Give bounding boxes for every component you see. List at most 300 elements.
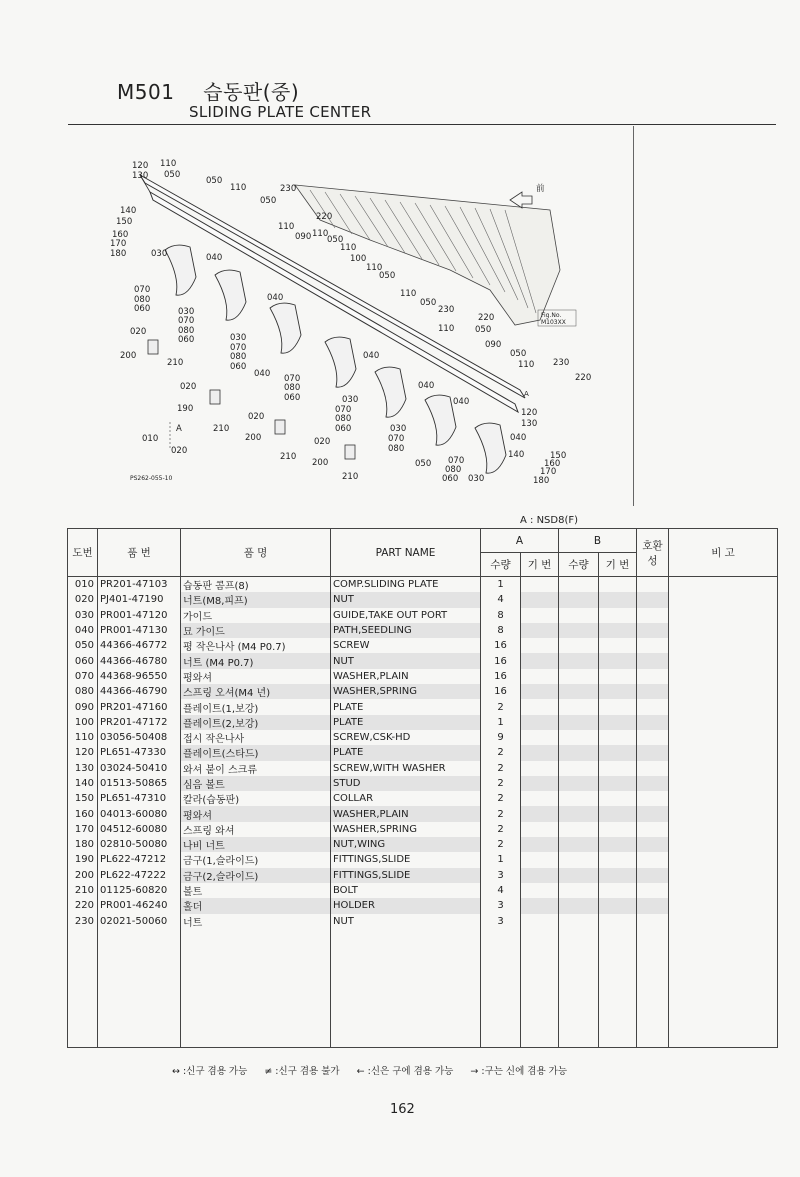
cell-part-name: WASHER,SPRING: [331, 822, 481, 837]
cell-qty-b: [559, 608, 599, 623]
cell-part-name: SCREW,CSK-HD: [331, 730, 481, 745]
cell-base-a: [521, 699, 559, 714]
header-a-qty: 수량: [481, 553, 521, 577]
cell-base-a: [521, 577, 559, 593]
seedling-guides: [165, 245, 506, 473]
cell-compat: [637, 730, 669, 745]
cell-name-kr: 칼라(습동판): [181, 791, 331, 806]
svg-text:030: 030: [342, 395, 359, 405]
cell-base-b: [599, 653, 637, 668]
diagram-separator: [633, 126, 634, 506]
svg-text:080: 080: [445, 465, 462, 475]
header-group-a: A: [481, 529, 559, 553]
svg-text:070: 070: [388, 434, 405, 444]
svg-text:030: 030: [151, 249, 168, 259]
cell-part-name: COLLAR: [331, 791, 481, 806]
svg-text:170: 170: [540, 467, 557, 477]
cell-base-a: [521, 592, 559, 607]
cell-qty-b: [559, 852, 599, 867]
cell-part-name: NUT: [331, 653, 481, 668]
svg-text:220: 220: [478, 313, 495, 323]
svg-text:060: 060: [284, 393, 301, 403]
header-part-name: PART NAME: [331, 529, 481, 577]
table-row: [68, 868, 778, 883]
svg-text:180: 180: [533, 476, 550, 486]
empty-cell: [98, 929, 181, 1048]
cell-base-a: [521, 852, 559, 867]
cell-compat: [637, 684, 669, 699]
cell-name-kr: 스프링 오셔(M4 년): [181, 684, 331, 699]
cell-remarks: [669, 868, 778, 883]
cell-part-no: PL651-47310: [98, 791, 181, 806]
cell-qty-a: 2: [481, 776, 521, 791]
cell-part-no: PL622-47222: [98, 868, 181, 883]
cell-name-kr: 금구(1,슬라이드): [181, 852, 331, 867]
svg-text:080: 080: [284, 383, 301, 393]
cell-part-name: COMP.SLIDING PLATE: [331, 577, 481, 593]
empty-cell: [481, 929, 521, 1048]
exploded-parts-diagram: [110, 150, 620, 500]
cell-qty-b: [559, 914, 599, 929]
svg-text:070: 070: [335, 405, 352, 415]
cell-part-no: 01125-60820: [98, 883, 181, 898]
svg-text:070: 070: [178, 316, 195, 326]
svg-text:170: 170: [110, 239, 127, 249]
svg-text:前: 前: [536, 184, 545, 194]
cell-part-no: PL622-47212: [98, 852, 181, 867]
svg-text:210: 210: [280, 452, 297, 462]
cell-qty-a: 3: [481, 914, 521, 929]
svg-text:210: 210: [167, 358, 184, 368]
cell-part-name: GUIDE,TAKE OUT PORT: [331, 608, 481, 623]
svg-text:030: 030: [390, 424, 407, 434]
cell-part-name: FITTINGS,SLIDE: [331, 868, 481, 883]
cell-part-name: WASHER,SPRING: [331, 684, 481, 699]
svg-text:060: 060: [335, 424, 352, 434]
cell-part-no: PR201-47160: [98, 699, 181, 714]
svg-text:230: 230: [438, 305, 455, 315]
cell-qty-a: 2: [481, 806, 521, 821]
svg-text:110: 110: [230, 183, 247, 193]
cell-base-b: [599, 822, 637, 837]
cell-base-a: [521, 745, 559, 760]
cell-part-name: HOLDER: [331, 898, 481, 913]
cell-no: 130: [68, 761, 98, 776]
empty-cell: [331, 929, 481, 1048]
table-row: [68, 776, 778, 791]
cell-base-a: [521, 638, 559, 653]
front-arrow: [510, 183, 545, 208]
cell-base-b: [599, 761, 637, 776]
cell-no: 170: [68, 822, 98, 837]
cell-name-kr: 홀더: [181, 898, 331, 913]
cell-remarks: [669, 699, 778, 714]
cell-part-name: WASHER,PLAIN: [331, 669, 481, 684]
cell-compat: [637, 791, 669, 806]
cell-remarks: [669, 577, 778, 593]
cell-qty-a: 4: [481, 883, 521, 898]
svg-text:110: 110: [518, 360, 535, 370]
cell-remarks: [669, 898, 778, 913]
svg-text:080: 080: [178, 326, 195, 336]
cell-part-name: PATH,SEEDLING: [331, 623, 481, 638]
svg-text:200: 200: [312, 458, 329, 468]
cell-remarks: [669, 608, 778, 623]
table-row: [68, 761, 778, 776]
table-row: [68, 806, 778, 821]
svg-text:090: 090: [485, 340, 502, 350]
svg-text:030: 030: [178, 307, 195, 317]
cell-name-kr: 플레이트(1,보강): [181, 699, 331, 714]
header-a-base: 기 번: [521, 553, 559, 577]
table-row: [68, 837, 778, 852]
svg-text:080: 080: [388, 444, 405, 454]
cell-part-no: 44368-96550: [98, 669, 181, 684]
svg-text:A: A: [176, 424, 182, 434]
cell-no: 120: [68, 745, 98, 760]
cell-remarks: [669, 914, 778, 929]
cell-no: 220: [68, 898, 98, 913]
cell-qty-a: 3: [481, 868, 521, 883]
cell-qty-b: [559, 638, 599, 653]
cell-remarks: [669, 806, 778, 821]
cell-compat: [637, 868, 669, 883]
cell-name-kr: 너트(M8,피프): [181, 592, 331, 607]
svg-text:050: 050: [327, 235, 344, 245]
cell-base-b: [599, 852, 637, 867]
legend-item: ← :신은 구에 겸용 가능: [356, 1066, 454, 1077]
table-row: [68, 577, 778, 593]
empty-cell: [637, 929, 669, 1048]
cell-name-kr: 습동판 콤프(8): [181, 577, 331, 593]
empty-cell: [68, 929, 98, 1048]
cell-part-no: PR001-46240: [98, 898, 181, 913]
table-row: [68, 791, 778, 806]
parts-table: [67, 528, 778, 1048]
table-row: [68, 914, 778, 929]
compatibility-legend: [172, 1063, 581, 1077]
cell-compat: [637, 592, 669, 607]
cell-remarks: [669, 822, 778, 837]
cell-base-a: [521, 791, 559, 806]
header-part-no: 품 번: [98, 529, 181, 577]
cell-remarks: [669, 776, 778, 791]
cell-name-kr: 와셔 붙이 스크류: [181, 761, 331, 776]
svg-text:060: 060: [230, 362, 247, 372]
cell-base-b: [599, 914, 637, 929]
svg-text:060: 060: [134, 304, 151, 314]
table-row: [68, 822, 778, 837]
cell-compat: [637, 776, 669, 791]
cell-remarks: [669, 730, 778, 745]
cell-no: 100: [68, 715, 98, 730]
header-group-b: B: [559, 529, 637, 553]
cell-base-a: [521, 730, 559, 745]
svg-text:040: 040: [418, 381, 435, 391]
svg-text:050: 050: [415, 459, 432, 469]
svg-text:230: 230: [280, 184, 297, 194]
svg-text:210: 210: [342, 472, 359, 482]
svg-text:050: 050: [510, 349, 527, 359]
empty-cell: [521, 929, 559, 1048]
cell-remarks: [669, 653, 778, 668]
cell-compat: [637, 883, 669, 898]
svg-text:150: 150: [116, 217, 133, 227]
cell-name-kr: 너트 (M4 P0.7): [181, 653, 331, 668]
cell-name-kr: 평와셔: [181, 806, 331, 821]
table-row: [68, 638, 778, 653]
cell-compat: [637, 577, 669, 593]
svg-text:080: 080: [230, 352, 247, 362]
cell-qty-b: [559, 684, 599, 699]
cell-base-b: [599, 791, 637, 806]
empty-cell: [599, 929, 637, 1048]
cell-base-b: [599, 837, 637, 852]
cell-qty-b: [559, 776, 599, 791]
cell-base-a: [521, 822, 559, 837]
cell-base-b: [599, 745, 637, 760]
cell-base-a: [521, 776, 559, 791]
cell-no: 050: [68, 638, 98, 653]
cell-qty-a: 16: [481, 669, 521, 684]
header-compat: 호환성: [637, 529, 669, 577]
cell-qty-b: [559, 868, 599, 883]
cell-qty-b: [559, 745, 599, 760]
cell-no: 040: [68, 623, 98, 638]
cell-remarks: [669, 852, 778, 867]
cell-no: 200: [68, 868, 98, 883]
page-number: 162: [390, 1102, 415, 1117]
cell-compat: [637, 852, 669, 867]
legend-item: ≠ :신구 겸용 불가: [264, 1066, 340, 1077]
cell-base-b: [599, 806, 637, 821]
cell-name-kr: 평 작은나사 (M4 P0.7): [181, 638, 331, 653]
cell-qty-a: 2: [481, 761, 521, 776]
cell-no: 180: [68, 837, 98, 852]
svg-text:200: 200: [245, 433, 262, 443]
cell-base-a: [521, 608, 559, 623]
cell-compat: [637, 761, 669, 776]
cell-base-b: [599, 898, 637, 913]
parts-table-body: [68, 577, 778, 1048]
table-row: [68, 653, 778, 668]
svg-text:070: 070: [284, 374, 301, 384]
cell-base-a: [521, 868, 559, 883]
fig-label: [538, 310, 576, 326]
cell-part-no: 03056-50408: [98, 730, 181, 745]
cell-qty-a: 3: [481, 898, 521, 913]
cell-qty-a: 2: [481, 791, 521, 806]
svg-text:150: 150: [550, 451, 567, 461]
svg-text:050: 050: [260, 196, 277, 206]
cell-remarks: [669, 761, 778, 776]
svg-text:A: A: [524, 390, 529, 398]
cell-name-kr: 플레이트(스타드): [181, 745, 331, 760]
cell-qty-a: 2: [481, 822, 521, 837]
cell-part-no: 03024-50410: [98, 761, 181, 776]
cell-qty-b: [559, 623, 599, 638]
legend-item: → :구는 신에 겸용 가능: [470, 1066, 567, 1077]
cell-remarks: [669, 745, 778, 760]
table-filler-row: [68, 929, 778, 1048]
cell-qty-a: 1: [481, 577, 521, 593]
svg-text:040: 040: [254, 369, 271, 379]
cell-qty-a: 16: [481, 653, 521, 668]
svg-text:110: 110: [312, 229, 329, 239]
svg-text:110: 110: [366, 263, 383, 273]
cell-no: 150: [68, 791, 98, 806]
cell-base-b: [599, 608, 637, 623]
svg-text:030: 030: [230, 333, 247, 343]
model-legend: A : NSD8(F): [520, 515, 579, 526]
header-remarks: 비 고: [669, 529, 778, 577]
cell-no: 190: [68, 852, 98, 867]
cell-qty-a: 8: [481, 623, 521, 638]
cell-remarks: [669, 837, 778, 852]
cell-base-b: [599, 715, 637, 730]
svg-text:220: 220: [316, 212, 333, 222]
cell-base-a: [521, 761, 559, 776]
cell-part-no: PR201-47103: [98, 577, 181, 593]
svg-text:050: 050: [206, 176, 223, 186]
svg-text:230: 230: [553, 358, 570, 368]
svg-text:040: 040: [510, 433, 527, 443]
cell-name-kr: 나비 너트: [181, 837, 331, 852]
svg-text:M103XX: M103XX: [541, 319, 566, 326]
cell-part-name: SCREW: [331, 638, 481, 653]
cell-qty-a: 2: [481, 837, 521, 852]
cell-part-no: 02021-50060: [98, 914, 181, 929]
cell-part-no: 44366-46780: [98, 653, 181, 668]
svg-text:030: 030: [468, 474, 485, 484]
cell-part-name: PLATE: [331, 715, 481, 730]
table-row: [68, 898, 778, 913]
svg-text:110: 110: [160, 159, 177, 169]
svg-text:020: 020: [171, 446, 188, 456]
cell-qty-a: 1: [481, 852, 521, 867]
cell-base-b: [599, 776, 637, 791]
cell-base-a: [521, 684, 559, 699]
cell-part-no: 44366-46772: [98, 638, 181, 653]
cell-compat: [637, 638, 669, 653]
cell-qty-b: [559, 669, 599, 684]
page-subtitle: SLIDING PLATE CENTER: [189, 103, 372, 121]
cell-base-b: [599, 623, 637, 638]
cell-base-a: [521, 806, 559, 821]
detail-a: [142, 422, 187, 456]
cell-name-kr: 가이드: [181, 608, 331, 623]
svg-text:040: 040: [267, 293, 284, 303]
cell-base-a: [521, 653, 559, 668]
cell-compat: [637, 653, 669, 668]
table-row: [68, 730, 778, 745]
svg-text:180: 180: [110, 249, 127, 259]
svg-text:050: 050: [475, 325, 492, 335]
cell-qty-b: [559, 822, 599, 837]
cell-qty-b: [559, 791, 599, 806]
cell-qty-b: [559, 837, 599, 852]
table-row: [68, 608, 778, 623]
svg-text:020: 020: [314, 437, 331, 447]
cell-part-no: 01513-50865: [98, 776, 181, 791]
cell-no: 080: [68, 684, 98, 699]
cell-no: 070: [68, 669, 98, 684]
svg-text:120: 120: [521, 408, 538, 418]
svg-text:Fig.No.: Fig.No.: [541, 312, 562, 319]
cell-base-a: [521, 669, 559, 684]
svg-text:140: 140: [120, 206, 137, 216]
table-row: [68, 883, 778, 898]
table-row: [68, 715, 778, 730]
svg-text:010: 010: [142, 434, 159, 444]
cell-remarks: [669, 715, 778, 730]
cell-part-name: SCREW,WITH WASHER: [331, 761, 481, 776]
cell-qty-a: 9: [481, 730, 521, 745]
cell-name-kr: 접시 작은나사: [181, 730, 331, 745]
svg-text:110: 110: [340, 243, 357, 253]
cell-base-a: [521, 898, 559, 913]
cell-qty-a: 16: [481, 684, 521, 699]
svg-text:120: 120: [132, 161, 149, 171]
cell-no: 160: [68, 806, 98, 821]
cell-qty-a: 4: [481, 592, 521, 607]
cell-part-no: 02810-50080: [98, 837, 181, 852]
cell-qty-b: [559, 577, 599, 593]
cell-qty-b: [559, 730, 599, 745]
cell-part-name: STUD: [331, 776, 481, 791]
cell-name-kr: 볼트: [181, 883, 331, 898]
svg-text:190: 190: [177, 404, 194, 414]
cell-part-name: NUT: [331, 914, 481, 929]
cell-no: 010: [68, 577, 98, 593]
cell-remarks: [669, 638, 778, 653]
cell-base-b: [599, 577, 637, 593]
cell-part-name: NUT: [331, 592, 481, 607]
cell-base-b: [599, 883, 637, 898]
svg-text:160: 160: [112, 230, 129, 240]
table-row: [68, 699, 778, 714]
cell-name-kr: 심음 볼트: [181, 776, 331, 791]
header-b-qty: 수량: [559, 553, 599, 577]
svg-text:060: 060: [442, 474, 459, 484]
table-row: [68, 745, 778, 760]
cell-compat: [637, 806, 669, 821]
cell-remarks: [669, 791, 778, 806]
cell-name-kr: 스프링 와셔: [181, 822, 331, 837]
cell-base-a: [521, 715, 559, 730]
cell-compat: [637, 623, 669, 638]
cell-part-no: PJ401-47190: [98, 592, 181, 607]
cell-name-kr: 금구(2,슬라이드): [181, 868, 331, 883]
cell-no: 020: [68, 592, 98, 607]
svg-text:220: 220: [575, 373, 592, 383]
svg-text:110: 110: [278, 222, 295, 232]
cell-part-no: PR001-47130: [98, 623, 181, 638]
cell-qty-a: 1: [481, 715, 521, 730]
svg-text:210: 210: [213, 424, 230, 434]
svg-text:130: 130: [521, 419, 538, 429]
cell-qty-a: 16: [481, 638, 521, 653]
cell-compat: [637, 669, 669, 684]
cell-qty-a: 2: [481, 699, 521, 714]
cell-no: 140: [68, 776, 98, 791]
svg-text:110: 110: [400, 289, 417, 299]
table-row: [68, 669, 778, 684]
cell-compat: [637, 608, 669, 623]
cell-base-b: [599, 638, 637, 653]
cell-part-no: PL651-47330: [98, 745, 181, 760]
cell-part-name: FITTINGS,SLIDE: [331, 852, 481, 867]
